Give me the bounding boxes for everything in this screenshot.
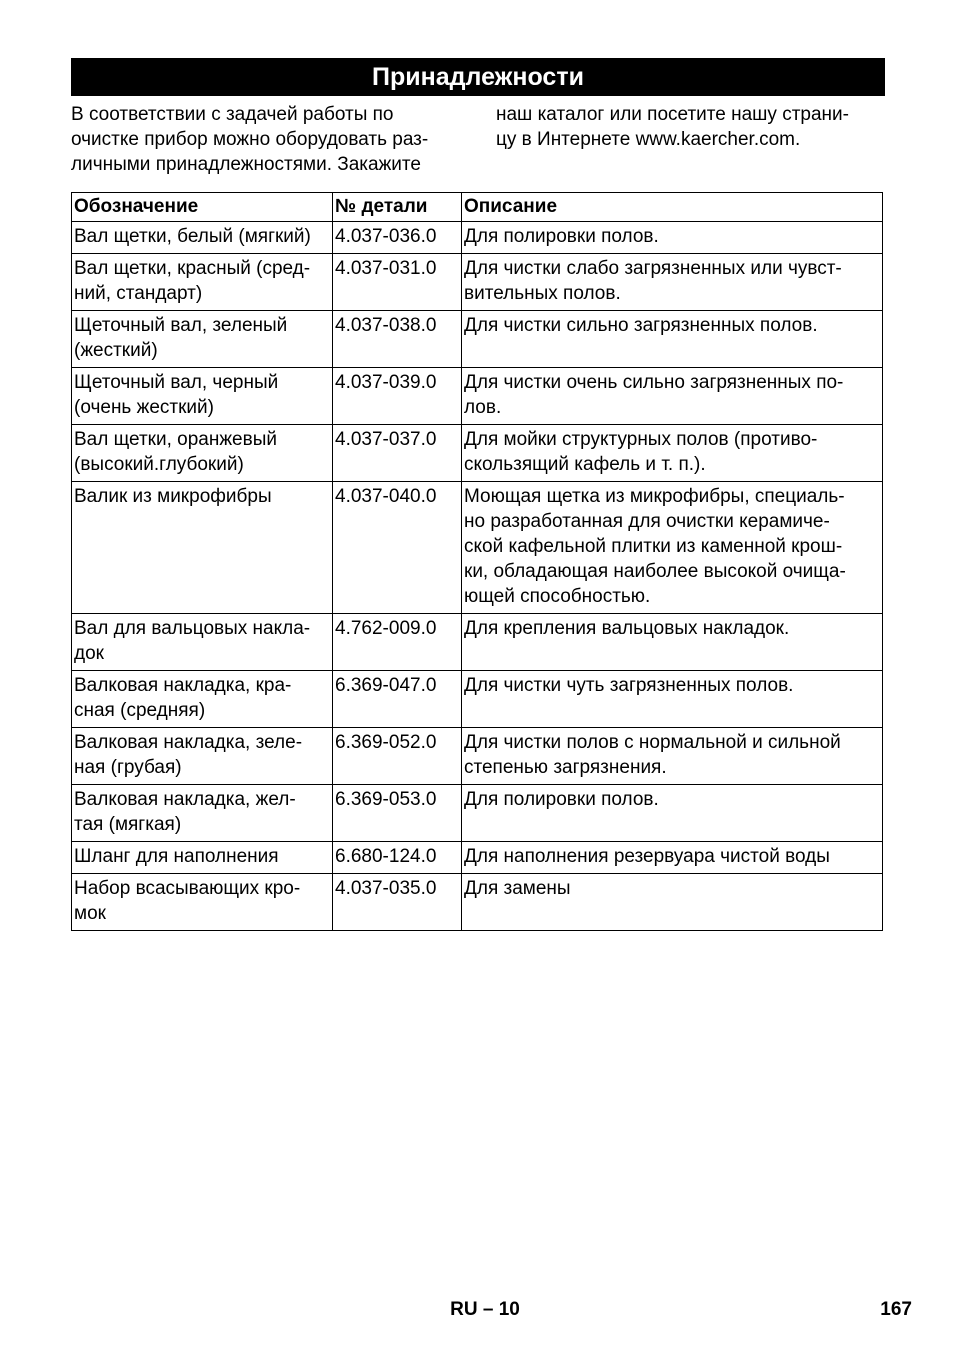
cell-description-line: ской кафельной плитки из каменной крош- [464,536,843,557]
cell-designation [72,368,333,425]
cell-description-line: Для чистки очень сильно загрязненных по- [464,372,844,393]
table-row [72,425,883,482]
cell-description [462,425,883,482]
cell-designation-line: Валковая накладка, жел- [74,789,296,810]
cell-designation-line: (очень жесткий) [74,397,214,418]
cell-description [462,728,883,785]
cell-designation-line: Валковая накладка, зеле- [74,732,303,753]
cell-description-line: но разработанная для очистки керамиче- [464,511,830,532]
table-row [72,368,883,425]
table-row [72,671,883,728]
cell-description [462,671,883,728]
cell-designation [72,425,333,482]
cell-designation [72,222,333,254]
cell-description-line: лов. [464,397,502,418]
cell-description [462,222,883,254]
table-row [72,728,883,785]
table-row [72,785,883,842]
cell-description-line: скользящий кафель и т. п.). [464,454,706,475]
cell-part-number: 6.369-047.0 [333,671,462,728]
cell-part-number: 4.037-040.0 [333,482,462,614]
cell-designation-line: (жесткий) [74,340,158,361]
cell-part-number: 4.037-035.0 [333,874,462,931]
cell-designation-line: Вал щетки, красный (сред- [74,258,311,279]
cell-part-number: 6.369-053.0 [333,785,462,842]
cell-designation-line: Валик из микрофибры [74,486,272,507]
cell-designation-line: сная (средняя) [74,700,206,721]
cell-description-line: Для мойки структурных полов (противо- [464,429,818,450]
page-number: 167 [880,1299,912,1320]
cell-description-line: Для наполнения резервуара чистой воды [464,846,830,867]
cell-description-line: ющей способностью. [464,586,651,607]
table-row [72,614,883,671]
cell-part-number: 4.037-039.0 [333,368,462,425]
table-row [72,842,883,874]
header-designation: Обозначение [72,193,333,222]
cell-designation-line: Вал щетки, оранжевый [74,429,277,450]
cell-description [462,368,883,425]
cell-description-line: Для чистки полов с нормальной и сильной [464,732,841,753]
intro-line: очистке прибор можно оборудовать раз- [71,129,429,150]
cell-description-line: Для чистки сильно загрязненных полов. [464,315,818,336]
cell-part-number: 4.037-031.0 [333,254,462,311]
intro-line: наш каталог или посетите нашу страни- [496,104,849,125]
cell-part-number: 6.680-124.0 [333,842,462,874]
header-description: Описание [462,193,883,222]
cell-description-line: вительных полов. [464,283,621,304]
cell-designation [72,311,333,368]
cell-description [462,311,883,368]
cell-designation-line: мок [74,903,106,924]
cell-designation-line: Валковая накладка, кра- [74,675,292,696]
table-row [72,482,883,614]
intro-text-left [71,102,471,177]
table-body [72,222,883,931]
header-part-number: № детали [333,193,462,222]
cell-description-line: Моющая щетка из микрофибры, специаль- [464,486,845,507]
cell-designation [72,728,333,785]
cell-designation-line: Щеточный вал, черный [74,372,279,393]
cell-part-number: 6.369-052.0 [333,728,462,785]
table-row [72,874,883,931]
cell-description [462,482,883,614]
cell-designation-line: ная (грубая) [74,757,182,778]
section-title: Принадлежности [71,58,885,96]
cell-designation [72,614,333,671]
cell-designation-line: тая (мягкая) [74,814,182,835]
cell-designation-line: Вал щетки, белый (мягкий) [74,226,311,247]
cell-description [462,842,883,874]
cell-description-line: Для полировки полов. [464,789,659,810]
cell-description-line: Для чистки слабо загрязненных или чувст- [464,258,842,279]
cell-description-line: Для полировки полов. [464,226,659,247]
cell-description [462,785,883,842]
cell-designation-line: ний, стандарт) [74,283,203,304]
cell-designation-line: Вал для вальцовых накла- [74,618,311,639]
table-row [72,222,883,254]
accessories-table [71,192,883,931]
cell-designation [72,671,333,728]
cell-part-number: 4.762-009.0 [333,614,462,671]
table-header-row [72,193,883,222]
cell-description [462,254,883,311]
intro-line: цу в Интернете www.kaercher.com. [496,129,801,150]
cell-designation [72,785,333,842]
cell-designation-line: (высокий.глубокий) [74,454,244,475]
cell-description [462,614,883,671]
footer-section-label [0,1299,954,1321]
intro-line: личными принадлежностями. Закажите [71,154,421,175]
cell-designation [72,874,333,931]
cell-description-line: Для замены [464,878,571,899]
cell-designation [72,842,333,874]
cell-description [462,874,883,931]
cell-designation-line: Щеточный вал, зеленый [74,315,288,336]
cell-designation [72,482,333,614]
cell-description-line: ки, обладающая наиболее высокой очища- [464,561,846,582]
cell-designation-line: Шланг для наполнения [74,846,279,867]
table-row [72,254,883,311]
cell-description-line: степенью загрязнения. [464,757,667,778]
table-row [72,311,883,368]
cell-designation-line: Набор всасывающих кро- [74,878,301,899]
cell-part-number: 4.037-038.0 [333,311,462,368]
cell-description-line: Для чистки чуть загрязненных полов. [464,675,794,696]
cell-part-number: 4.037-037.0 [333,425,462,482]
cell-description-line: Для крепления вальцовых накладок. [464,618,790,639]
footer-section-label-text: RU – 10 [450,1299,520,1320]
cell-designation-line: док [74,643,104,664]
cell-designation [72,254,333,311]
cell-part-number: 4.037-036.0 [333,222,462,254]
intro-line: В соответствии с задачей работы по [71,104,394,125]
intro-text-right [496,102,896,152]
